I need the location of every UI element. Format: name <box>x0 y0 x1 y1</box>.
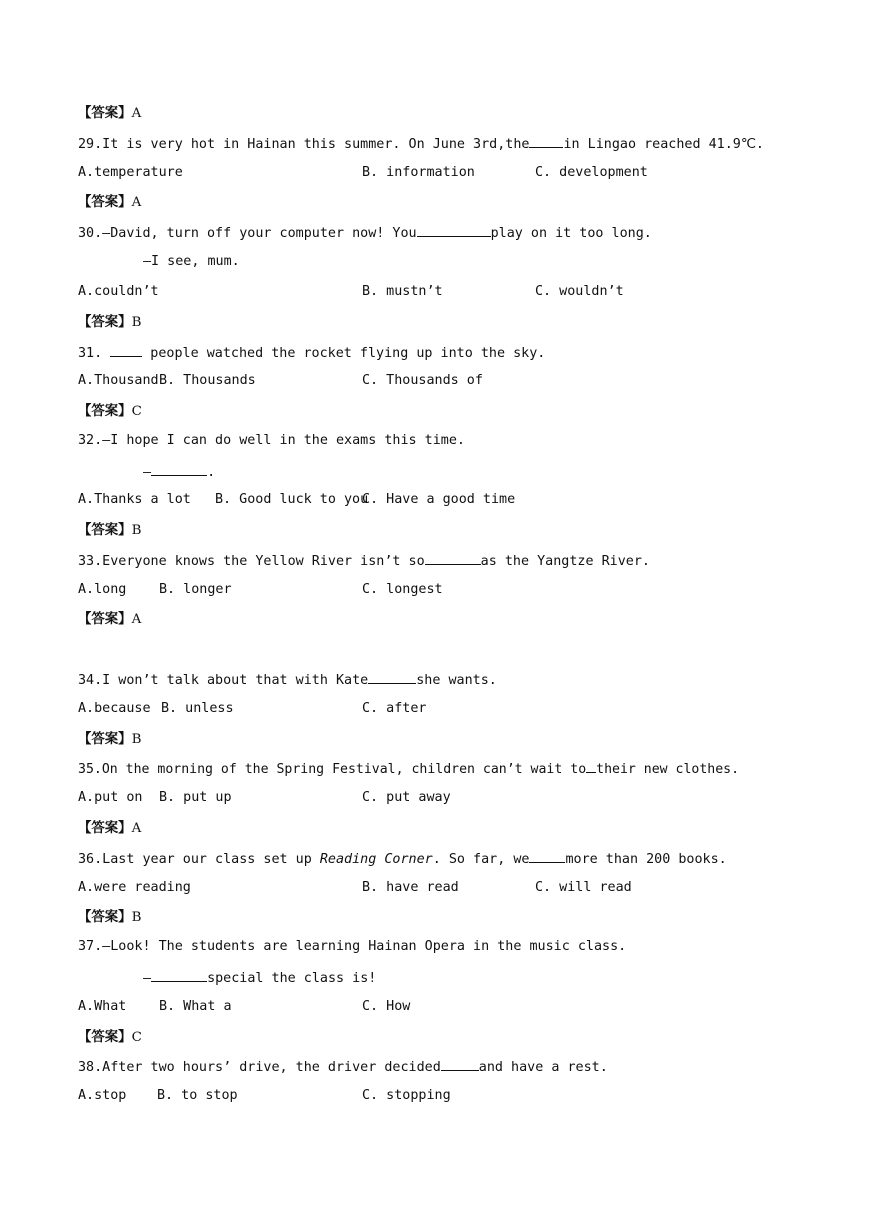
answer-32 <box>78 521 141 540</box>
option-a: A.What <box>78 999 127 1014</box>
option-a: A.put on <box>78 790 143 805</box>
question-text: 31. <box>78 346 111 361</box>
answer-value: C <box>131 1030 142 1045</box>
answer-value: B <box>131 732 142 747</box>
answer-label: 【答案】 <box>78 522 132 538</box>
answer-blank <box>425 551 481 565</box>
question-30 <box>78 223 652 243</box>
answer-value: B <box>131 315 142 330</box>
option-c: C. Thousands of <box>362 373 483 388</box>
answer-label: 【答案】 <box>78 731 132 747</box>
option-c: C. after <box>362 701 427 716</box>
question-34 <box>78 670 497 690</box>
option-a: A.couldn’t <box>78 284 159 299</box>
question-text: 36.Last year our class set up <box>78 852 320 867</box>
book-title: Reading Corner <box>319 852 433 867</box>
option-c: C. will read <box>535 880 632 895</box>
option-b: B. longer <box>159 582 232 597</box>
option-a: A.temperature <box>78 165 183 180</box>
answer-blank <box>417 223 491 237</box>
question-text: . So far, we <box>432 852 530 867</box>
question-37-reply <box>143 968 376 988</box>
option-b: B. have read <box>362 880 459 895</box>
question-29 <box>78 134 764 154</box>
option-b: B. Thousands <box>159 373 256 388</box>
answer-28 <box>78 104 141 123</box>
reply-dash: — <box>143 465 152 480</box>
question-text: people watched the rocket flying up into the sky. <box>142 346 546 361</box>
answer-label: 【答案】 <box>78 909 132 925</box>
question-text: 29.It is very hot in Hainan this summer. On June 3rd,the <box>78 137 530 152</box>
option-a: A.Thousand <box>78 373 159 388</box>
answer-30 <box>78 313 141 332</box>
option-a: A.Thanks a lot <box>78 492 191 507</box>
question-33 <box>78 551 650 571</box>
question-30-reply: —I see, mum. <box>143 254 240 269</box>
option-c: C. stopping <box>362 1088 451 1103</box>
question-text: in Lingao reached 41.9℃. <box>563 137 764 152</box>
reply-end: special the class is! <box>207 971 377 986</box>
question-36 <box>78 849 727 869</box>
answer-36 <box>78 908 141 927</box>
answer-label: 【答案】 <box>78 1029 132 1045</box>
answer-blank <box>586 759 596 773</box>
option-c: C. longest <box>362 582 443 597</box>
answer-29 <box>78 193 141 212</box>
answer-label: 【答案】 <box>78 611 132 627</box>
question-32-reply <box>143 462 215 482</box>
answer-33 <box>78 610 141 629</box>
answer-label: 【答案】 <box>78 194 132 210</box>
option-c: C. wouldn’t <box>535 284 624 299</box>
answer-35 <box>78 819 141 838</box>
answer-label: 【答案】 <box>78 403 132 419</box>
option-a: A.because <box>78 701 151 716</box>
answer-value: C <box>131 404 142 419</box>
answer-blank <box>529 849 565 863</box>
question-text: 33.Everyone knows the Yellow River isn’t so <box>78 554 425 569</box>
option-c: C. put away <box>362 790 451 805</box>
reply-end: . <box>207 465 216 480</box>
answer-31 <box>78 402 142 421</box>
answer-value: A <box>131 106 142 121</box>
option-c: C. development <box>535 165 648 180</box>
question-text: and have a rest. <box>478 1060 608 1075</box>
question-35 <box>78 759 739 779</box>
question-text: 35.On the morning of the Spring Festival, children can’t wait to <box>78 762 587 777</box>
question-37: 37.—Look! The students are learning Hainan Opera in the music class. <box>78 939 627 954</box>
answer-value: B <box>131 910 142 925</box>
reply-dash: — <box>143 971 152 986</box>
question-text: 34.I won’t talk about that with Kate <box>78 673 369 688</box>
answer-label: 【答案】 <box>78 314 132 330</box>
question-32: 32.—I hope I can do well in the exams this time. <box>78 433 465 448</box>
option-a: A.stop <box>78 1088 127 1103</box>
answer-blank <box>110 343 142 357</box>
answer-value: B <box>131 523 142 538</box>
answer-value: A <box>131 821 142 836</box>
answer-value: A <box>131 195 142 210</box>
question-text: she wants. <box>416 673 497 688</box>
option-b: B. mustn’t <box>362 284 443 299</box>
question-text: play on it too long. <box>490 226 652 241</box>
option-b: B. put up <box>159 790 232 805</box>
option-b: B. unless <box>161 701 234 716</box>
answer-blank <box>368 670 416 684</box>
answer-label: 【答案】 <box>78 820 132 836</box>
option-b: B. What a <box>159 999 232 1014</box>
answer-label: 【答案】 <box>78 105 132 121</box>
option-b: B. information <box>362 165 475 180</box>
question-text: 38.After two hours’ drive, the driver decided <box>78 1060 441 1075</box>
answer-34 <box>78 730 141 749</box>
answer-blank <box>151 968 207 982</box>
answer-37 <box>78 1028 142 1047</box>
answer-blank <box>151 462 207 476</box>
question-31 <box>78 343 545 363</box>
option-a: A.were reading <box>78 880 191 895</box>
option-c: C. Have a good time <box>362 492 516 507</box>
answer-blank <box>441 1057 479 1071</box>
option-b: B. Good luck to you <box>215 492 369 507</box>
question-text: 30.—David, turn off your computer now! You <box>78 226 417 241</box>
question-text: as the Yangtze River. <box>480 554 650 569</box>
option-a: A.long <box>78 582 127 597</box>
question-38 <box>78 1057 608 1077</box>
answer-blank <box>529 134 563 148</box>
question-text: their new clothes. <box>596 762 740 777</box>
question-text: more than 200 books. <box>565 852 727 867</box>
option-c: C. How <box>362 999 411 1014</box>
option-b: B. to stop <box>157 1088 238 1103</box>
answer-value: A <box>131 612 142 627</box>
